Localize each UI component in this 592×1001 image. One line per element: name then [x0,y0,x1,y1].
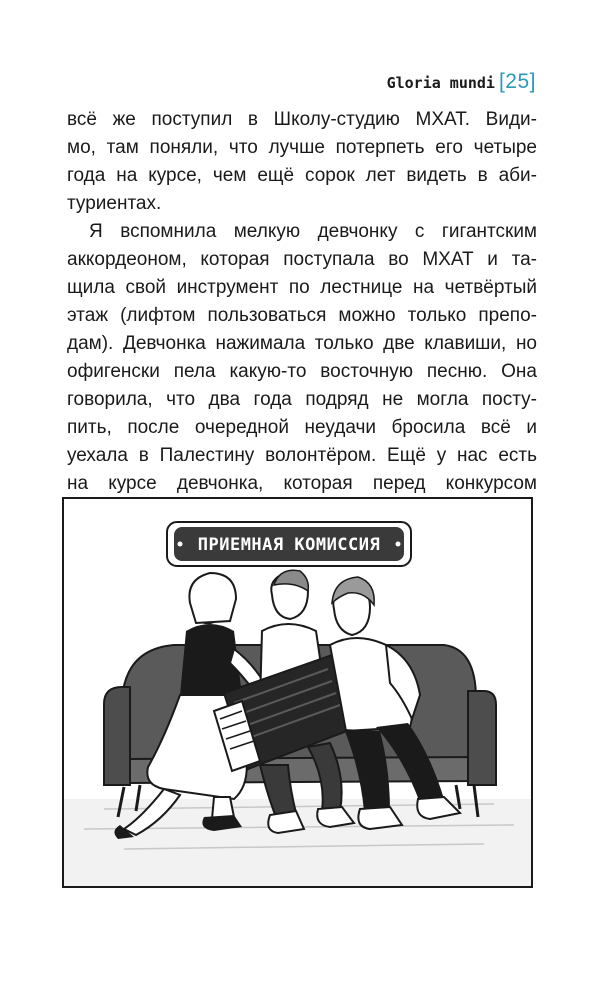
running-head-title: Gloria mundi [386,74,495,92]
text-line: мо, там поняли, что лучше потерпеть его четыре [67,137,537,158]
text-line: говорила, что два года подряд не могла посту- [67,389,537,410]
sign-text: ПРИЕМНАЯ КОМИССИЯ [197,535,381,555]
text-line: уехала в Палестину волонтёром. Ещё у нас есть [67,445,537,466]
page-number: [25] [498,70,536,93]
text-line: всё же поступил в Школу-студию МХАТ. Види- [67,109,537,130]
text-line: дам). Девчонка нажимала только две клавиши, но [67,333,537,354]
text-line: на курсе девчонка, которая перед конкурсом [67,473,537,494]
text-line: офигенски пела какую-то восточную песню. Она [67,361,537,382]
text-line: пить, после очередной неудачи бросила всё и [67,417,537,438]
text-line: Я вспомнила мелкую девчонку с гигантским [89,221,537,242]
illustration-frame [62,497,533,888]
text-line: аккордеоном, которая поступала во МХАТ и та- [67,249,537,270]
illustration-drawing [64,499,531,886]
text-line: года на курсе, чем ещё сорок лет видеть в аби- [67,165,537,186]
running-head [387,70,536,94]
text-line: туриентах. [67,193,162,214]
text-line: щила свой инструмент по лестнице на четвёртый [67,277,537,298]
sign-plaque [167,522,411,566]
body-text [67,106,537,498]
text-line: этаж (лифтом пользоваться можно только препо- [67,305,537,326]
